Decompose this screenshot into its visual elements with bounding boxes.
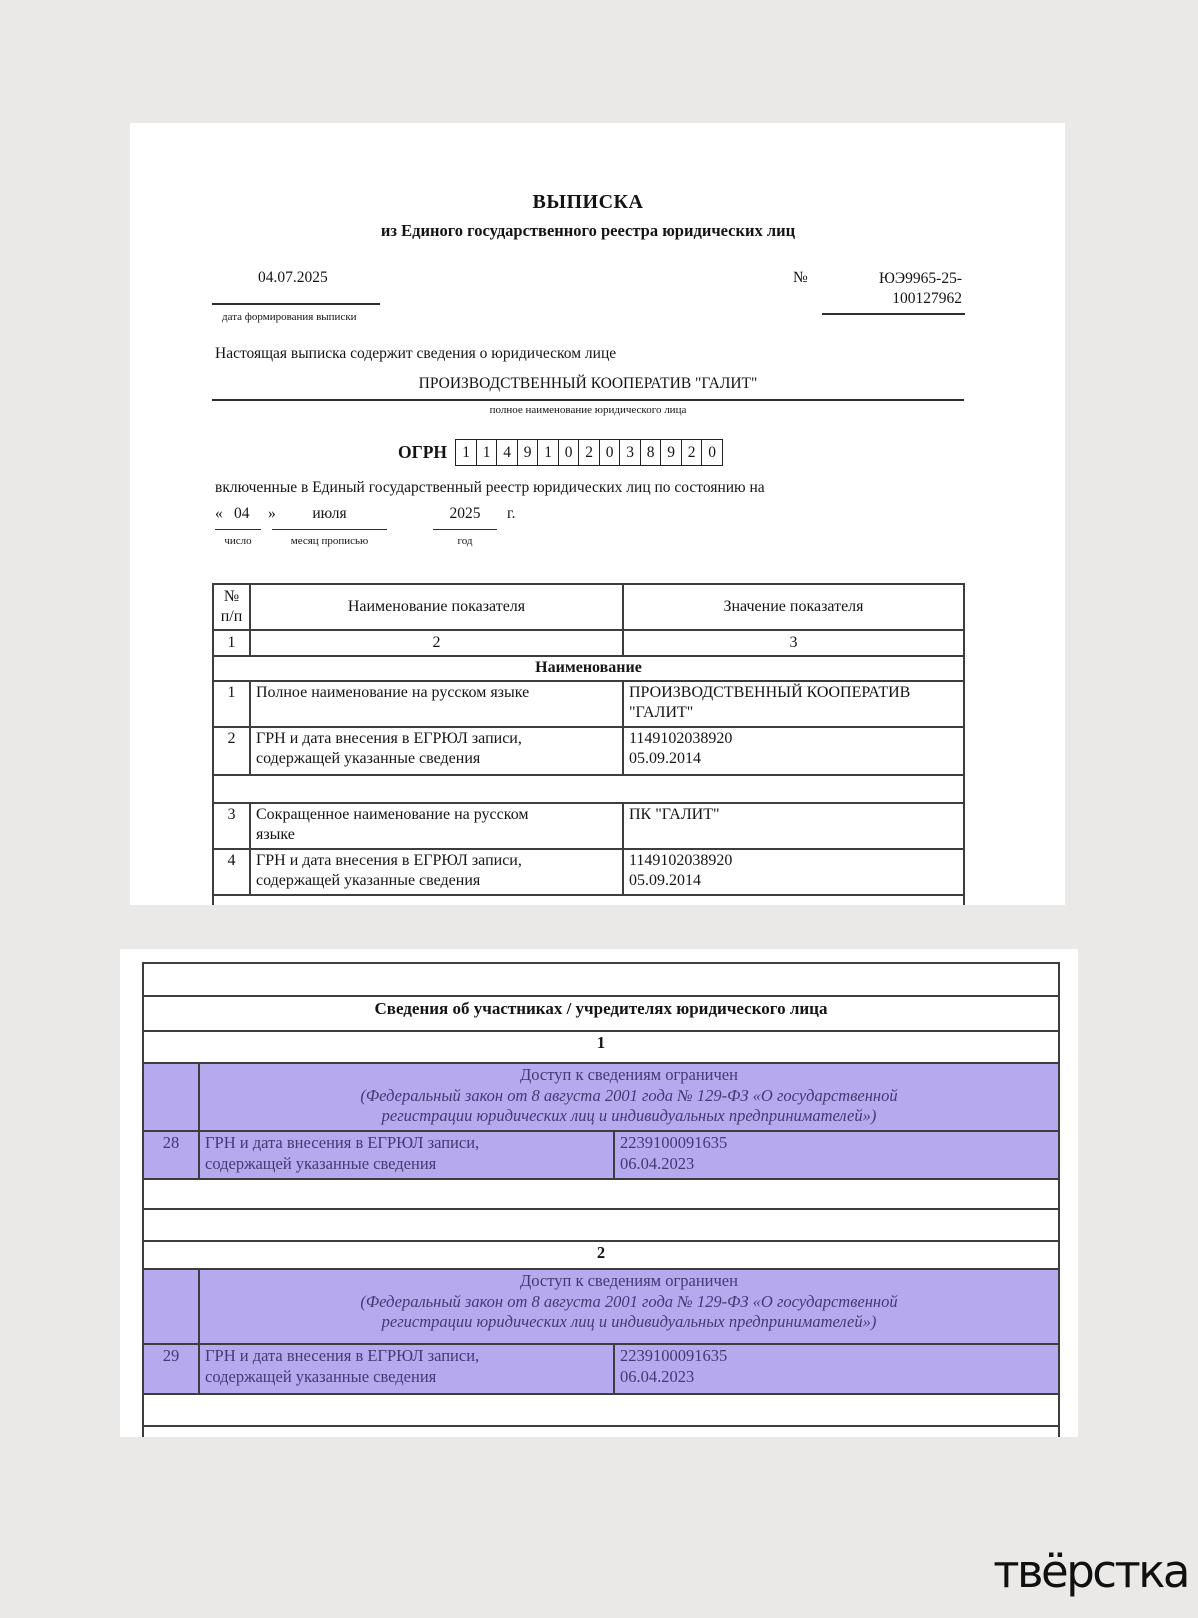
row-value bbox=[614, 1131, 1059, 1179]
restricted-access-notice bbox=[199, 1269, 1059, 1344]
notice-num-cell bbox=[143, 1063, 199, 1131]
table-row bbox=[143, 1131, 1059, 1179]
organization-name-underline bbox=[212, 399, 964, 401]
row-num: 3 bbox=[213, 803, 250, 849]
year-caption: год bbox=[457, 535, 473, 547]
ogrn-digit-box: 1 bbox=[476, 439, 498, 466]
row-name bbox=[199, 1131, 614, 1179]
indicators-table bbox=[212, 583, 965, 905]
row-name-line: ГРН и дата внесения в ЕГРЮЛ записи, bbox=[205, 1346, 480, 1365]
table-row bbox=[213, 727, 964, 775]
row-value-line: 05.09.2014 bbox=[629, 750, 701, 767]
ogrn-digit-box: 3 bbox=[619, 439, 641, 466]
as-of-date-row bbox=[130, 505, 1065, 555]
table-row bbox=[143, 1344, 1059, 1394]
row-value-line: 05.09.2014 bbox=[629, 872, 701, 889]
row-value bbox=[623, 849, 964, 895]
section-header: Наименование bbox=[213, 656, 964, 681]
spacer-row bbox=[213, 775, 964, 803]
ogrn-digit-box: 0 bbox=[558, 439, 580, 466]
included-line: включенные в Единый государственный реестр юридических лиц по состоянию на bbox=[215, 479, 765, 496]
formation-date-underline bbox=[212, 303, 380, 305]
participant-index-row bbox=[143, 1031, 1059, 1063]
ogrn-digit-box: 8 bbox=[640, 439, 662, 466]
row-num: 4 bbox=[213, 849, 250, 895]
row-value bbox=[623, 803, 964, 849]
day-underline bbox=[215, 529, 261, 530]
row-value-line: 06.04.2023 bbox=[620, 1153, 695, 1173]
spacer-row bbox=[143, 963, 1059, 996]
document-subtitle: из Единого государственного реестра юридических лиц bbox=[380, 221, 796, 240]
organization-name-caption: полное наименование юридического лица bbox=[489, 404, 687, 416]
as-of-day: 04 bbox=[234, 505, 250, 522]
col-number-2: 2 bbox=[250, 630, 623, 656]
row-name-line: Сокращенное наименование на русском bbox=[256, 806, 529, 823]
formation-date: 04.07.2025 bbox=[258, 269, 328, 286]
open-quote: « bbox=[215, 505, 223, 522]
row-value bbox=[614, 1344, 1059, 1394]
as-of-year: 2025 bbox=[449, 505, 481, 522]
participant-index: 2 bbox=[143, 1241, 1059, 1269]
extract-number-line2: 100127962 bbox=[892, 290, 962, 307]
ogrn-label: ОГРН bbox=[398, 442, 448, 462]
ogrn-row bbox=[398, 439, 723, 466]
row-value-line: 2239100091635 bbox=[620, 1346, 728, 1365]
extract-number-value bbox=[820, 269, 962, 309]
notice-law-line: регистрации юридических лиц и индивидуальных предпринимателей») bbox=[381, 1106, 877, 1126]
spacer-row bbox=[143, 1209, 1059, 1241]
participant-index: 1 bbox=[143, 1031, 1059, 1063]
restricted-access-notice-row bbox=[143, 1063, 1059, 1131]
day-caption: число bbox=[224, 535, 252, 547]
row-name-line: ГРН и дата внесения в ЕГРЮЛ записи, bbox=[205, 1133, 480, 1152]
organization-name: ПРОИЗВОДСТВЕННЫЙ КООПЕРАТИВ "ГАЛИТ" bbox=[418, 375, 758, 392]
row-value-line: 2239100091635 bbox=[620, 1133, 728, 1152]
row-value-line: 1149102038920 bbox=[629, 730, 733, 747]
row-value-line: 06.04.2023 bbox=[620, 1366, 695, 1386]
extract-number-label: № bbox=[793, 269, 808, 286]
ogrn-digit-box: 9 bbox=[660, 439, 682, 466]
month-underline bbox=[272, 529, 387, 530]
row-value bbox=[623, 727, 964, 775]
row-value-line: "ГАЛИТ" bbox=[629, 704, 694, 721]
extract-page-1 bbox=[130, 123, 1065, 905]
row-name-line: содержащей указанные сведения bbox=[256, 872, 481, 889]
notice-num-cell bbox=[143, 1269, 199, 1344]
row-name bbox=[250, 727, 623, 775]
participant-index-row bbox=[143, 1241, 1059, 1269]
section-header-row bbox=[213, 656, 964, 681]
extract-number-underline bbox=[822, 313, 965, 315]
row-value bbox=[623, 681, 964, 727]
row-name-line: содержащей указанные сведения bbox=[256, 750, 481, 767]
ogrn-digit-box: 1 bbox=[537, 439, 559, 466]
col-header-name: Наименование показателя bbox=[250, 584, 623, 630]
extract-number-line1: ЮЭ9965-25- bbox=[879, 270, 962, 287]
row-num: 29 bbox=[143, 1344, 199, 1394]
col-header-value: Значение показателя bbox=[623, 584, 964, 630]
notice-law-line: регистрации юридических лиц и индивидуальных предпринимателей») bbox=[381, 1312, 877, 1332]
restricted-access-notice bbox=[199, 1063, 1059, 1131]
row-name-line: содержащей указанные сведения bbox=[205, 1153, 437, 1173]
row-value-line: ПК "ГАЛИТ" bbox=[629, 806, 720, 823]
notice-law-line: (Федеральный закон от 8 августа 2001 года № 129-ФЗ «О государственной bbox=[360, 1085, 898, 1105]
column-number-row bbox=[213, 630, 964, 656]
row-name-line: ГРН и дата внесения в ЕГРЮЛ записи, bbox=[256, 852, 522, 869]
row-name bbox=[250, 681, 623, 727]
table-row bbox=[213, 681, 964, 727]
row-name-line: Полное наименование на русском языке bbox=[256, 684, 530, 701]
ogrn-digit-box: 0 bbox=[599, 439, 621, 466]
month-caption: месяц прописью bbox=[290, 535, 369, 547]
ogrn-digit-box: 2 bbox=[681, 439, 703, 466]
notice-title: Доступ к сведениям ограничен bbox=[520, 1065, 738, 1084]
row-num: 2 bbox=[213, 727, 250, 775]
year-suffix: г. bbox=[507, 505, 516, 522]
spacer-row bbox=[143, 1179, 1059, 1209]
close-quote: » bbox=[268, 505, 276, 522]
intro-line: Настоящая выписка содержит сведения о юридическом лице bbox=[215, 345, 617, 362]
row-name-line: ГРН и дата внесения в ЕГРЮЛ записи, bbox=[256, 730, 522, 747]
table-row bbox=[213, 803, 964, 849]
participants-table bbox=[142, 962, 1060, 1437]
row-num: 28 bbox=[143, 1131, 199, 1179]
spacer-row bbox=[213, 895, 964, 905]
ogrn-digit-box: 0 bbox=[701, 439, 723, 466]
ogrn-digit-box: 9 bbox=[517, 439, 539, 466]
extract-page-2 bbox=[120, 949, 1078, 1437]
verstka-logo: твёрстка bbox=[993, 1545, 1188, 1598]
row-name-line: языке bbox=[256, 826, 295, 843]
row-name bbox=[199, 1344, 614, 1394]
ogrn-digit-boxes bbox=[455, 439, 723, 466]
row-name bbox=[250, 849, 623, 895]
row-value-line: ПРОИЗВОДСТВЕННЫЙ КООПЕРАТИВ bbox=[629, 684, 911, 701]
row-name-line: содержащей указанные сведения bbox=[205, 1366, 437, 1386]
row-num: 1 bbox=[213, 681, 250, 727]
table-row bbox=[213, 849, 964, 895]
formation-date-caption: дата формирования выписки bbox=[222, 311, 357, 323]
col-number-3: 3 bbox=[623, 630, 964, 656]
ogrn-digit-box: 1 bbox=[455, 439, 477, 466]
table-header-row bbox=[213, 584, 964, 630]
ogrn-digit-box: 2 bbox=[578, 439, 600, 466]
year-underline bbox=[433, 529, 497, 530]
spacer-row bbox=[143, 1426, 1059, 1437]
ogrn-digit-box: 4 bbox=[496, 439, 518, 466]
as-of-month: июля bbox=[312, 505, 347, 522]
restricted-access-notice-row bbox=[143, 1269, 1059, 1344]
participants-section-header-row bbox=[143, 996, 1059, 1031]
spacer-row bbox=[143, 1394, 1059, 1426]
row-name bbox=[250, 803, 623, 849]
col-header-num: № п/п bbox=[213, 584, 250, 630]
col-number-1: 1 bbox=[213, 630, 250, 656]
notice-title: Доступ к сведениям ограничен bbox=[520, 1271, 738, 1290]
document-title: ВЫПИСКА bbox=[532, 191, 644, 213]
row-value-line: 1149102038920 bbox=[629, 852, 733, 869]
participants-section-title: Сведения об участниках / учредителях юридического лица bbox=[143, 996, 1059, 1031]
notice-law-line: (Федеральный закон от 8 августа 2001 года № 129-ФЗ «О государственной bbox=[360, 1291, 898, 1311]
